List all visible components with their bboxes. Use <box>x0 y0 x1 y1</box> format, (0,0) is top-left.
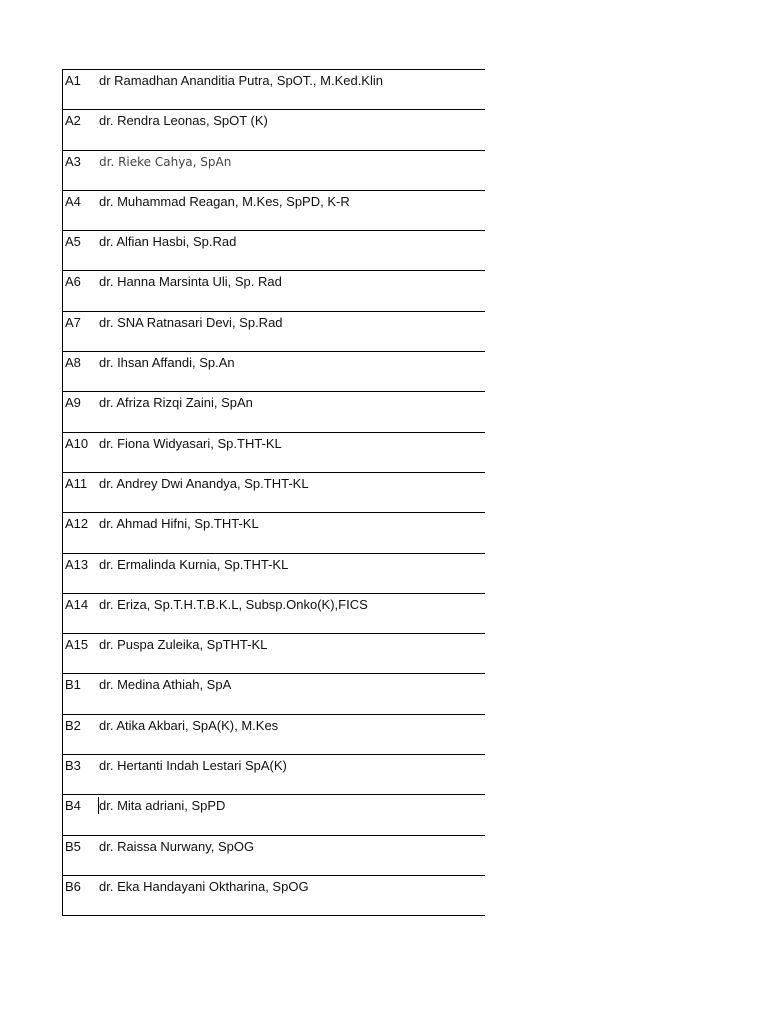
row-code: A8 <box>65 355 81 371</box>
row-doctor-name: dr. Alfian Hasbi, Sp.Rad <box>99 234 237 250</box>
table-row <box>63 150 485 190</box>
table-row <box>63 230 485 270</box>
row-code: A9 <box>65 395 81 411</box>
table-row <box>63 109 485 149</box>
row-doctor-name: dr. Hertanti Indah Lestari SpA(K) <box>99 758 287 774</box>
table-row <box>63 472 485 512</box>
row-doctor-name: dr. Rieke Cahya, SpAn <box>99 154 232 169</box>
row-code: A13 <box>65 556 89 572</box>
row-code: A1 <box>65 73 81 88</box>
table-row <box>63 673 485 713</box>
row-code: B4 <box>65 798 81 814</box>
table-row <box>63 593 485 633</box>
table-row <box>63 69 485 109</box>
row-doctor-name: dr. Eka Handayani Oktharina, SpOG <box>99 878 309 894</box>
row-code: A4 <box>65 193 81 209</box>
row-code: B2 <box>65 717 81 733</box>
row-doctor-name: dr. Rendra Leonas, SpOT (K) <box>99 113 268 129</box>
row-code: A12 <box>65 516 89 532</box>
table-row <box>63 190 485 230</box>
row-code: B6 <box>65 878 81 894</box>
table-row <box>63 512 485 552</box>
row-doctor-name: dr. Ihsan Affandi, Sp.An <box>99 355 235 371</box>
row-doctor-name: dr. Puspa Zuleika, SpTHT-KL <box>99 637 268 653</box>
table-row <box>63 714 485 754</box>
table-row <box>63 270 485 310</box>
row-code: B3 <box>65 758 81 774</box>
row-doctor-name: dr. Fiona Widyasari, Sp.THT-KL <box>99 435 282 451</box>
row-doctor-name: dr. SNA Ratnasari Devi, Sp.Rad <box>99 314 283 330</box>
row-code: A15 <box>65 637 89 653</box>
row-doctor-name: dr. Raissa Nurwany, SpOG <box>99 838 255 854</box>
row-code: A11 <box>65 475 88 491</box>
row-code: B1 <box>65 677 81 693</box>
row-code: A2 <box>65 113 81 129</box>
row-code: A6 <box>65 274 81 290</box>
row-code: A14 <box>65 596 89 612</box>
table-row <box>63 633 485 673</box>
row-doctor-name: dr Ramadhan Ananditia Putra, SpOT., M.Ked.Klin <box>99 73 383 88</box>
table-row <box>63 875 485 916</box>
table-row <box>63 553 485 593</box>
table-row <box>63 754 485 794</box>
row-code: A5 <box>65 234 81 250</box>
doctor-roster-table <box>62 69 485 916</box>
row-doctor-name: dr. Afriza Rizqi Zaini, SpAn <box>99 395 253 411</box>
table-row <box>63 391 485 431</box>
row-doctor-name[interactable]: dr. Mita adriani, SpPD <box>99 798 226 814</box>
row-code: A7 <box>65 314 81 330</box>
table-row <box>63 311 485 351</box>
table-row <box>63 835 485 875</box>
table-row <box>63 794 485 834</box>
row-code: A10 <box>65 435 89 451</box>
row-doctor-name: dr. Medina Athiah, SpA <box>99 677 232 693</box>
row-doctor-name: dr. Atika Akbari, SpA(K), M.Kes <box>99 717 279 733</box>
row-doctor-name: dr. Andrey Dwi Anandya, Sp.THT-KL <box>99 475 309 491</box>
row-doctor-name: dr. Ahmad Hifni, Sp.THT-KL <box>99 516 259 532</box>
table-row <box>63 351 485 391</box>
row-code: B5 <box>65 838 81 854</box>
row-doctor-name: dr. Hanna Marsinta Uli, Sp. Rad <box>99 274 282 290</box>
table-row <box>63 432 485 472</box>
row-code: A3 <box>65 153 81 169</box>
row-doctor-name: dr. Eriza, Sp.T.H.T.B.K.L, Subsp.Onko(K),FICS <box>99 596 368 612</box>
row-doctor-name: dr. Muhammad Reagan, M.Kes, SpPD, K-R <box>99 193 350 209</box>
row-doctor-name: dr. Ermalinda Kurnia, Sp.THT-KL <box>99 556 289 572</box>
